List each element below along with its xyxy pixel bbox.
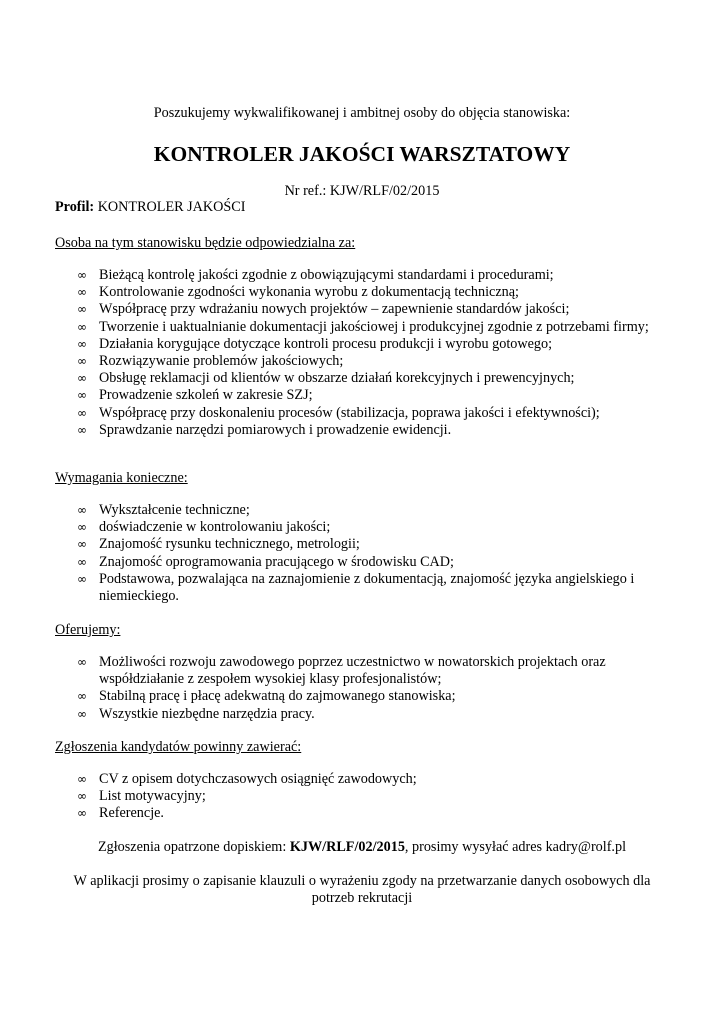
list-item-text: Kontrolowanie zgodności wykonania wyrobu z dokumentacją techniczną;: [99, 284, 519, 301]
bullet-icon: ∞: [77, 789, 87, 804]
bullet-icon: ∞: [77, 537, 87, 552]
list-item-text: doświadczenie w kontrolowaniu jakości;: [99, 519, 331, 536]
intro-text: Poszukujemy wykwalifikowanej i ambitnej osoby do objęcia stanowiska:: [153, 105, 571, 121]
list-item: [55, 502, 675, 519]
list-item-text: Sprawdzanie narzędzi pomiarowych i prowadzenie ewidencji.: [99, 421, 452, 438]
list-item: [55, 405, 675, 422]
bullet-icon: ∞: [77, 655, 87, 669]
bullet-icon: ∞: [77, 806, 87, 821]
list-item: [55, 387, 675, 404]
list-item: [55, 422, 675, 439]
list-item: [55, 336, 675, 353]
list-item-text: CV z opisem dotychczasowych osiągnięć zawodowych;: [99, 771, 417, 787]
bullet-icon: ∞: [77, 405, 87, 420]
list-item-text: List motywacyjny;: [99, 788, 206, 805]
profile-value: KONTROLER JAKOŚCI: [94, 199, 246, 215]
list-item-text: Wykształcenie techniczne;: [99, 502, 250, 518]
list-item: [55, 519, 675, 536]
list-item: [55, 805, 675, 822]
list-item-text: Współpracę przy doskonaleniu procesów (stabilizacja, poprawa jakości i efektywności);: [99, 404, 600, 421]
bullet-icon: ∞: [77, 503, 87, 517]
consent-note: W aplikacji prosimy o zapisanie klauzuli o wyrażeniu zgody na przetwarzanie danych osobowych dla potrzeb rekrutacji: [73, 873, 651, 907]
submission-suffix: , prosimy wysyłać adres kadry@rolf.pl: [404, 839, 627, 855]
applications-heading: Zgłoszenia kandydatów powinny zawierać:: [55, 739, 302, 755]
bullet-icon: ∞: [77, 371, 87, 386]
responsibilities-heading: Osoba na tym stanowisku będzie odpowiedzialna za:: [55, 235, 356, 251]
bullet-icon: ∞: [77, 268, 87, 282]
applications-list: [55, 771, 675, 823]
bullet-icon: ∞: [77, 388, 87, 403]
requirements-heading: Wymagania konieczne:: [55, 470, 188, 486]
responsibilities-list: [55, 267, 675, 439]
list-item: [55, 536, 675, 553]
bullet-icon: ∞: [77, 319, 87, 334]
list-item-text: Możliwości rozwoju zawodowego poprzez uczestnictwo w nowatorskich projektach oraz współdziałanie z zespołem wysokiej klasy profesjonalistów;: [99, 654, 606, 688]
list-item: [55, 284, 675, 301]
list-item: [55, 654, 675, 688]
list-item-text: Bieżącą kontrolę jakości zgodnie z obowiązującymi standardami i procedurami;: [99, 267, 554, 283]
list-item-text: Referencje.: [99, 805, 164, 822]
job-title: KONTROLER JAKOŚCI WARSZTATOWY: [153, 142, 571, 166]
list-item: [55, 370, 675, 387]
list-item: [55, 554, 675, 571]
bullet-icon: ∞: [77, 354, 87, 369]
bullet-icon: ∞: [77, 571, 87, 586]
list-item-text: Działania korygujące dotyczące kontroli procesu produkcji i wyrobu gotowego;: [99, 335, 553, 352]
list-item: [55, 319, 675, 336]
list-item: [55, 771, 675, 788]
list-item-text: Rozwiązywanie problemów jakościowych;: [99, 353, 344, 370]
bullet-icon: ∞: [77, 336, 87, 351]
bullet-icon: ∞: [77, 520, 87, 535]
list-item-text: Znajomość oprogramowania pracującego w środowisku CAD;: [99, 553, 454, 570]
list-item-text: Stabilną pracę i płacę adekwatną do zajmowanego stanowiska;: [99, 688, 456, 705]
list-item: [55, 788, 675, 805]
list-item: [55, 571, 675, 605]
reference-number: Nr ref.: KJW/RLF/02/2015: [284, 183, 440, 199]
profile-label: Profil:: [55, 199, 95, 215]
list-item-text: Wszystkie niezbędne narzędzia pracy.: [99, 705, 315, 722]
bullet-icon: ∞: [77, 689, 87, 704]
submission-note: [40, 839, 684, 856]
offer-heading: Oferujemy:: [55, 622, 121, 638]
requirements-list: [55, 502, 675, 605]
list-item: [55, 706, 675, 723]
list-item-text: Współpracę przy wdrażaniu nowych projektów – zapewnienie standardów jakości;: [99, 301, 570, 318]
offer-list: [55, 654, 675, 723]
list-item-text: Podstawowa, pozwalająca na zaznajomienie z dokumentacją, znajomość języka angielskiego i niemieckiego.: [99, 570, 635, 605]
submission-code: KJW/RLF/02/2015: [289, 839, 405, 855]
profile-line: [55, 199, 245, 216]
submission-prefix: Zgłoszenia opatrzone dopiskiem:: [97, 839, 290, 855]
list-item: [55, 353, 675, 370]
list-item-text: Obsługę reklamacji od klientów w obszarze działań korekcyjnych i prewencyjnych;: [99, 370, 575, 387]
list-item: [55, 688, 675, 705]
bullet-icon: ∞: [77, 772, 87, 786]
bullet-icon: ∞: [77, 302, 87, 317]
list-item-text: Znajomość rysunku technicznego, metrologii;: [99, 536, 360, 553]
list-item-text: Prowadzenie szkoleń w zakresie SZJ;: [99, 387, 313, 404]
list-item: [55, 267, 675, 284]
list-item: [55, 301, 675, 318]
bullet-icon: ∞: [77, 422, 87, 437]
list-item-text: Tworzenie i uaktualnianie dokumentacji jakościowej i produkcyjnej zgodnie z potrzebami firmy;: [99, 318, 649, 335]
bullet-icon: ∞: [77, 706, 87, 721]
bullet-icon: ∞: [77, 554, 87, 569]
bullet-icon: ∞: [77, 285, 87, 300]
